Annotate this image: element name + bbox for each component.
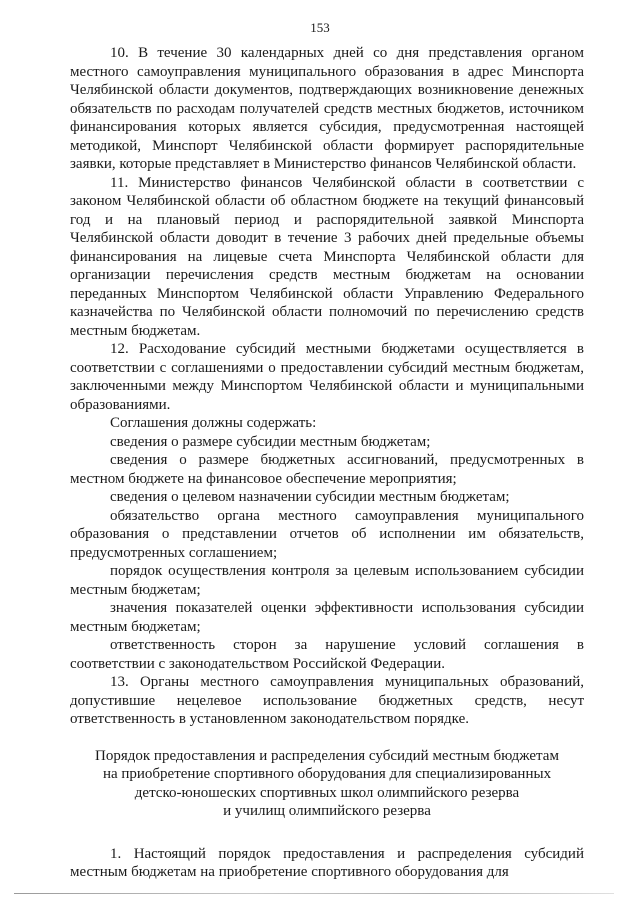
- section-heading: [70, 747, 584, 821]
- agreements-intro: Соглашения должны содержать:: [110, 415, 317, 431]
- heading-line: на приобретение спортивного оборудования для специализированных: [102, 766, 552, 782]
- agreement-item: сведения о размере субсидии местным бюджетам;: [110, 433, 431, 450]
- paragraph-1: 1. Настоящий порядок предоставления и распределения субсидий местным бюджетам на приобретение спортивного оборудования для: [70, 845, 584, 880]
- agreement-item: ответственность сторон за нарушение условий соглашения в соответствии с законодательством Российской Федерации.: [70, 637, 584, 672]
- paragraph-12: 12. Расходование субсидий местными бюджетами осуществляется в соответствии с соглашениями о предоставлении субсидий местным бюджетам, заключенными между Минспортом Челябинской области и муниципальными образованиями.: [70, 341, 584, 413]
- paragraph-10: 10. В течение 30 календарных дней со дня представления органом местного самоуправления муниципального образования в адрес Минспорта Челябинской области документов, подтверждающих возникновение денежных обязательств по расходам получателей средств местных бюджетов, источником финансирования которых является субсидия, предусмотренная настоящей методикой, Минспорт Челябинской области формирует распорядительные заявки, которые представляет в Министерство финансов Челябинской области.: [70, 45, 584, 172]
- heading-line: Порядок предоставления и распределения субсидий местным бюджетам: [95, 747, 559, 764]
- agreement-item: значения показателей оценки эффективности использования субсидии местным бюджетам;: [70, 600, 584, 635]
- heading-line: и училищ олимпийского резерва: [223, 803, 431, 819]
- paragraph-11: 11. Министерство финансов Челябинской области в соответствии с законом Челябинской области об областном бюджете на текущий финансовый год и на плановый период и распорядительной заявкой Минспорта Челябинской области доводит в течение 3 рабочих дней предельные объемы финансирования на лицевые счета Минспорта Челябинской области для организации перечисления средств местным бюджетам на основании переданных Минспортом Челябинской области Управлению Федерального казначейства по Челябинской области полномочий по перечислению средств местным бюджетам.: [70, 174, 584, 339]
- agreement-item: сведения о размере бюджетных ассигнований, предусмотренных в местном бюджете на финансовое обеспечение мероприятия;: [70, 452, 584, 487]
- page-number: 153: [310, 20, 330, 35]
- agreement-item: порядок осуществления контроля за целевым использованием субсидии местным бюджетам;: [70, 563, 584, 598]
- agreement-item: обязательство органа местного самоуправления муниципального образования о представлении отчетов об исполнении им обязательств, предусмотренных соглашением;: [70, 507, 584, 561]
- heading-line: детско-юношеских спортивных школ олимпийского резерва: [134, 784, 520, 801]
- scan-edge-line: [14, 893, 614, 894]
- paragraph-13: 13. Органы местного самоуправления муниципальных образований, допустившие нецелевое использование бюджетных средств, несут ответственность в установленном законодательством порядке.: [70, 674, 584, 727]
- agreement-item: сведения о целевом назначении субсидии местным бюджетам;: [110, 489, 510, 505]
- document-body: [70, 44, 584, 882]
